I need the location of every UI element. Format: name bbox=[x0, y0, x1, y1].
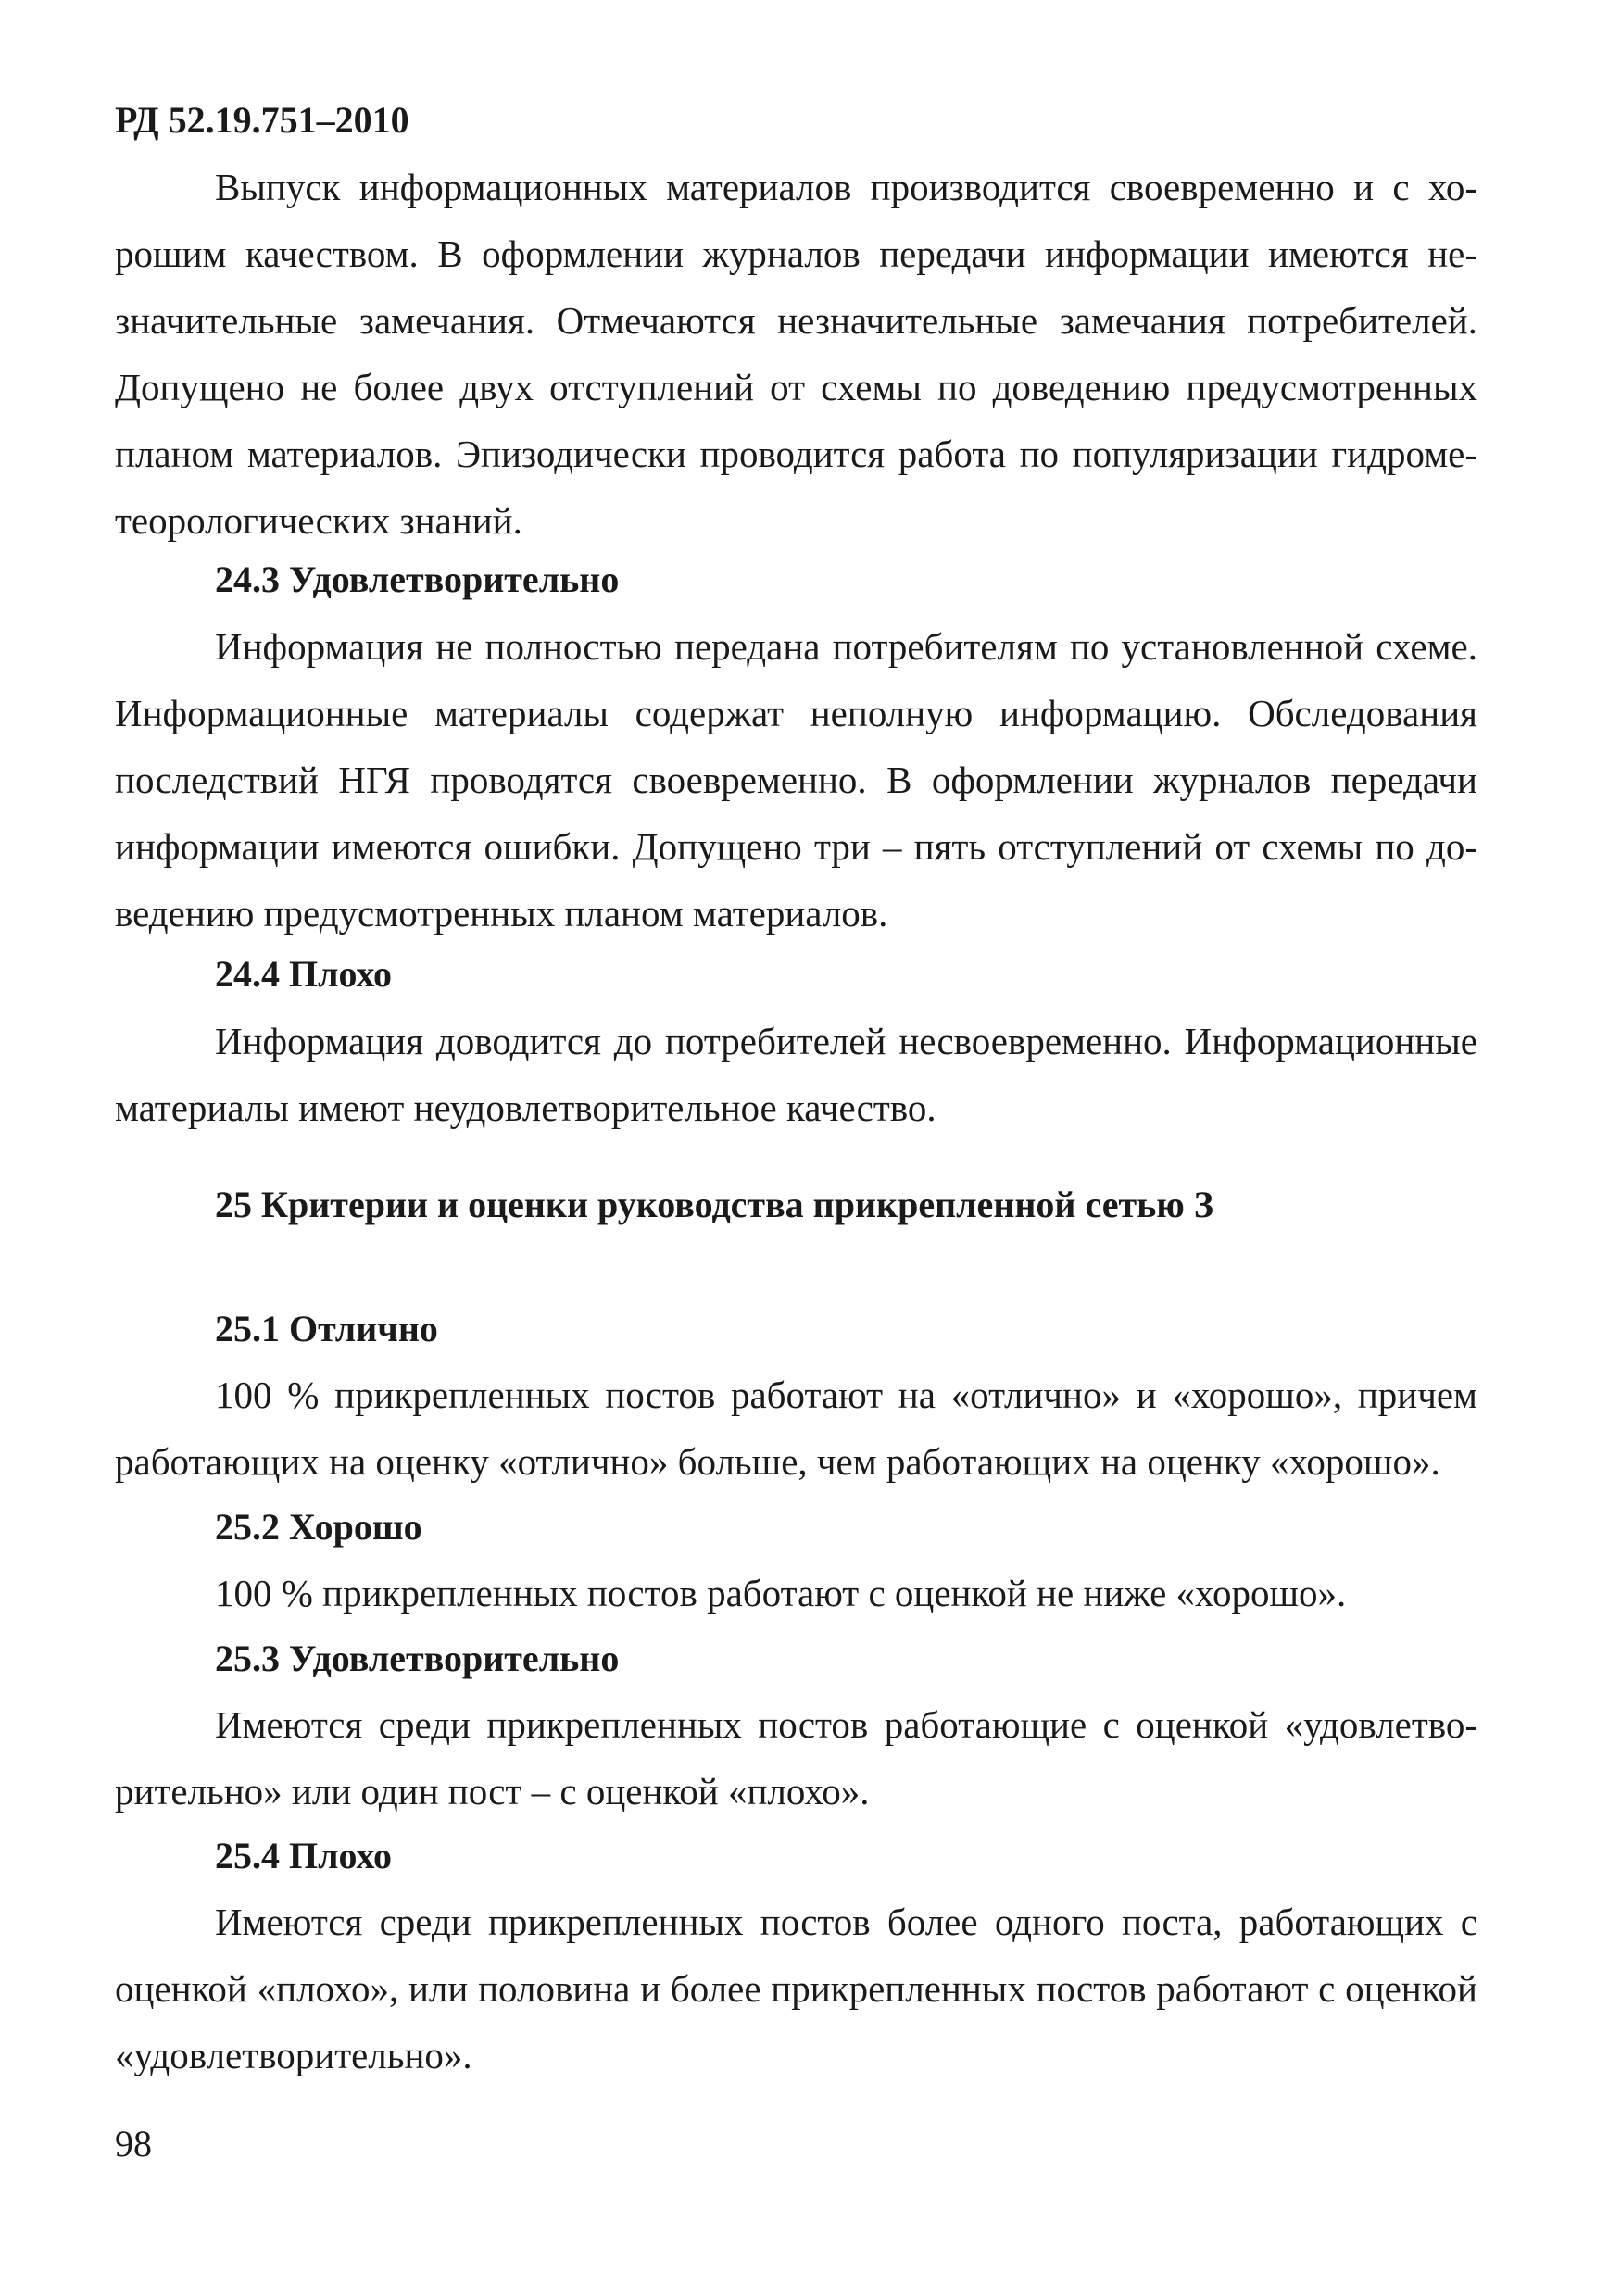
paragraph-24-3: Информация не полностью передана потребителям по установленной схеме. Информационные материалы содержат неполную информацию. Обследования последствий НГЯ проводятся своевременно. В оформлении журналов передачи информации имеются ошибки. Допущено три – пять отступлений от схемы по доведению предусмотренных планом материалов. bbox=[115, 625, 1477, 935]
paragraph-25-2: 100 % прикрепленных постов работают с оценкой не ниже «хорошо». bbox=[215, 1572, 1347, 1614]
document-code: РД 52.19.751–2010 bbox=[115, 99, 409, 141]
page-number: 98 bbox=[115, 2123, 152, 2164]
heading-24-3: 24.3 Удовлетворительно bbox=[215, 558, 620, 600]
paragraph-25-3: Имеются среди прикрепленных постов работающие с оценкой «удовлетворительно» или один пост – с оценкой «плохо». bbox=[115, 1703, 1477, 1813]
heading-25-1: 25.1 Отлично bbox=[215, 1308, 438, 1349]
paragraph-25-1: 100 % прикрепленных постов работают на «отлично» и «хорошо», причем работающих на оценку «отлично» больше, чем работающих на оценку «хорошо». bbox=[115, 1374, 1477, 1483]
paragraph-intro: Выпуск информационных материалов производится своевременно и с хорошим качеством. В оформлении журналов передачи информации имеются незначительные замечания. Отмечаются незначительные замечания потребителей. Допущено не более двух отступлений от схемы по доведению предусмотренных планом материалов. Эпизодически проводится работа по популяризации гидрометеорологических знаний. bbox=[115, 166, 1477, 542]
heading-section-25: 25 Критерии и оценки руководства прикрепленной сетью З bbox=[215, 1184, 1213, 1225]
heading-25-2: 25.2 Хорошо bbox=[215, 1506, 422, 1548]
heading-24-4: 24.4 Плохо bbox=[215, 953, 393, 995]
heading-25-4: 25.4 Плохо bbox=[215, 1835, 393, 1876]
heading-25-3: 25.3 Удовлетворительно bbox=[215, 1637, 620, 1679]
paragraph-24-4: Информация доводится до потребителей несвоевременно. Информационные материалы имеют неудовлетворительное качество. bbox=[115, 1020, 1477, 1129]
paragraph-25-4: Имеются среди прикрепленных постов более одного поста, работающих с оценкой «плохо», или половина и более прикрепленных постов работают с оценкой «удовлетворительно». bbox=[115, 1901, 1477, 2076]
